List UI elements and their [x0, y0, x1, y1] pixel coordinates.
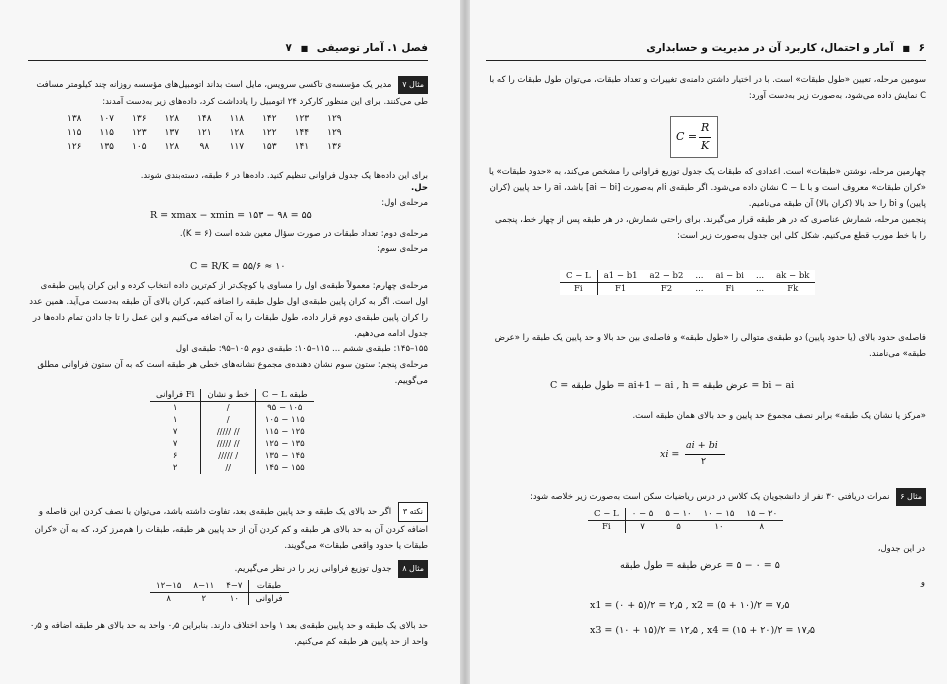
- table-header-cell: C − L طبقه: [256, 389, 314, 402]
- table-row: [150, 414, 314, 426]
- step2-text: مرحله‌ی دوم: تعداد طبقات در صورت سؤال معین شده است (۶ = K).: [179, 229, 428, 239]
- table-header-cell: خط و نشان: [201, 389, 256, 402]
- frequency-table: [150, 389, 314, 474]
- formula-x: [660, 440, 730, 470]
- table-cell: ai − bi: [710, 270, 750, 283]
- step3-formula: C = R/K = ۵۵/۶ ≈ ۱۰: [190, 261, 286, 272]
- step1-formula: R = xmax − xmin = ۱۵۳ − ۹۸ = ۵۵: [150, 210, 312, 221]
- table-cell: a1 − b1: [597, 270, 643, 283]
- table-cell: ۱۲−۱۵: [150, 580, 187, 593]
- formula-c-den: K: [701, 139, 710, 152]
- example7-tag: مثال ۷: [398, 76, 428, 94]
- table-cell: ۴−۷: [220, 580, 249, 593]
- table-cell: ۶: [172, 451, 178, 461]
- example6-and: و: [920, 578, 925, 588]
- formula-c-lhs: C =: [676, 130, 698, 143]
- table-cell: ۸: [166, 594, 171, 604]
- data-cell: ۱۲۹: [327, 114, 342, 124]
- table-row: [588, 521, 783, 534]
- table-row: [150, 580, 289, 593]
- table-header-row: [150, 389, 314, 402]
- book-gutter: [460, 0, 470, 684]
- data-cell: ۱۳۶: [132, 114, 147, 124]
- step1-label: مرحله‌ی اول:: [381, 198, 428, 208]
- table-cell: a2 − b2: [644, 270, 690, 283]
- table-cell: ۱۰ − ۱۵: [698, 508, 741, 521]
- raw-data-table: [58, 112, 351, 154]
- example6-text: نمرات دریافتی ۳۰ نفر از دانشجویان یک کلاس در درس ریاضیات سکن است به‌صورت زیر خلاصه شود:: [530, 492, 890, 502]
- step3-label: مرحله‌ی سوم:: [377, 244, 428, 254]
- table-cell: C − L: [560, 270, 597, 283]
- data-cell: ۱۵۳: [262, 142, 277, 152]
- table-cell: ///// //: [201, 426, 256, 438]
- data-cell: ۱۲۳: [294, 114, 310, 124]
- table-row: [150, 450, 314, 462]
- width-length-formula: C = طول طبقه = ai+1 − ai , h = عرض طبقه = bi − ai: [550, 380, 795, 391]
- table-cell: ۷: [640, 522, 645, 532]
- table-cell: Fi: [588, 521, 625, 534]
- table-cell: ...: [695, 284, 704, 294]
- row-label-cell: طبقات: [249, 580, 289, 593]
- formula-x-lhs: xi =: [660, 449, 680, 460]
- data-cell: ۱۴۲: [262, 114, 277, 124]
- table-cell: Fk: [787, 284, 799, 294]
- table-cell: ak − bk: [770, 270, 815, 283]
- data-row: [58, 140, 351, 154]
- example6-tag: مثال ۶: [896, 488, 926, 506]
- table-cell: ۷: [172, 439, 178, 449]
- table-cell: ۹۵ − ۱۰۵: [256, 402, 314, 415]
- table-cell: /: [201, 414, 256, 426]
- table-cell: ///// /: [201, 450, 256, 462]
- example7-text: مدیر یک مؤسسه‌ی تاکسی سرویس، مایل است بداند اتومبیل‌های مؤسسه روزانه چند کیلومتر مسافت طی می‌کنند. برای این منظور کارکرد ۲۴ اتومبیل را یادداشت کرد، داده‌های زیر به‌دست آمدند:: [36, 80, 428, 107]
- para2: چهارمین مرحله، نوشتن «طبقات» است. اعدادی که طبقات یک جدول توزیع فراوانی را مشخص می‌کند، به «حدود طبقات» یا «کران طبقات» معروف است و با C − L نشان داده می‌شود. اگر طبقه‌ی iام به‌صورت [ai − bi] باشد، ai را حد پایین (کران پایین) و bi را حد بالا (کران بالا) آن طبقه می‌نامیم.: [488, 167, 926, 209]
- table-cell: Fi: [725, 284, 735, 294]
- formula-c-box: [670, 116, 718, 158]
- data-row: [58, 112, 351, 126]
- data-cell: ۱۳۸: [67, 114, 82, 124]
- table-cell: ۸: [759, 522, 765, 532]
- data-cell: ۹۸: [199, 142, 210, 152]
- table-cell: ۱۰۵ − ۱۱۵: [256, 414, 314, 426]
- data-cell: ۱۴۱: [294, 142, 310, 152]
- example6-intro: [488, 488, 926, 506]
- table-cell: F2: [660, 284, 673, 294]
- solution-label: حل.: [411, 183, 428, 193]
- data-cell: ۱۲۶: [67, 142, 82, 152]
- data-cell: ۱۳۷: [164, 128, 180, 138]
- data-cell: ۱۳۵: [99, 142, 115, 152]
- data-cell: ۱۱۷: [229, 142, 245, 152]
- table-header-cell: فراوانی Fi: [150, 389, 201, 402]
- square-icon: ■: [300, 44, 309, 53]
- para5: «مرکز یا نشان یک طبقه» برابر نصف مجموع حد پایین و حد بالای همان طبقه است.: [632, 411, 926, 421]
- right-page-number: ۶: [918, 42, 925, 54]
- table-cell: ۱۳۵ − ۱۴۵: [256, 450, 314, 462]
- data-cell: ۱۲۲: [262, 128, 277, 138]
- fraction-bar: [699, 137, 711, 138]
- formula-x-den: ۲: [701, 456, 707, 467]
- table-cell: ۱۰: [229, 594, 239, 604]
- example6-line1: ۵ = ۰ − ۵ = عرض طبقه = طول طبقه: [620, 560, 780, 571]
- table-cell: ۱۴۵ − ۱۵۵: [256, 462, 314, 474]
- right-page: [470, 0, 947, 684]
- example6-x3-x4: x3 = (۱۰ + ۱۵)/۲ = ۱۲٫۵ , x4 = (۱۵ + ۲۰)/۲ = ۱۷٫۵: [590, 625, 815, 636]
- step5-text: مرحله‌ی پنجم: ستون سوم نشان دهنده‌ی مجموع نشانه‌های خطی هر طبقه است که به آن ستون فراوانی مطلق می‌گوییم.: [37, 360, 428, 386]
- table-cell: ۵: [676, 522, 681, 532]
- table-row: [560, 283, 815, 296]
- step4-text: مرحله‌ی چهارم: معمولاً طبقه‌ی اول را مساوی یا کوچک‌تر از کم‌ترین داده انتخاب کرده و این کران پایین طبقه‌ی اول است. اگر به کران پایین طبقه‌ی اول طول طبقه را اضافه کنیم، کران بالای آن طبقه به‌دست می‌آید. همین عدد را کران پایین طبقه‌ی دوم قرار داده، طول طبقات را به آن اضافه می‌کنیم و این عمل را تا جا دادن تمام داده‌ها در جدول ادامه می‌دهیم.: [29, 281, 428, 339]
- general-frequency-table: [560, 270, 815, 295]
- formula-x-num: ai + bi: [686, 440, 718, 451]
- data-cell: ۱۱۵: [67, 128, 82, 138]
- para1: سومین مرحله، تعیین «طول طبقات» است. با در اختیار داشتن دامنه‌ی تغییرات و تعداد طبقات، می‌توان طول طبقات را که با C نمایش داده می‌شود، به‌صورت زیر به‌دست آورد:: [489, 75, 926, 101]
- para4: فاصله‌ی حدود بالای (یا حدود پایین) دو طبقه‌ی متوالی را «طول طبقه» و فاصله‌ی بین حد بالا و حد پایین یک طبقه را «عرض طبقه» می‌نامند.: [494, 333, 926, 359]
- table-cell: ۱۱۵ − ۱۲۵: [256, 426, 314, 438]
- table-cell: ۱: [172, 415, 178, 425]
- data-cell: ۱۲۹: [327, 128, 342, 138]
- example6-table: [588, 508, 783, 533]
- table-cell: ۱: [172, 403, 178, 413]
- table-cell: ///// //: [201, 438, 256, 450]
- data-cell: ۱۴۴: [294, 128, 310, 138]
- data-cell: ۱۳۶: [327, 142, 342, 152]
- table-cell: ۱۵ − ۲۰: [740, 508, 783, 521]
- header-rule: [486, 60, 926, 61]
- data-cell: ۱۱۵: [99, 128, 115, 138]
- table-cell: ۲: [172, 463, 178, 473]
- table-row: [150, 462, 314, 474]
- table-cell: ...: [689, 270, 709, 283]
- table-row: [588, 508, 783, 521]
- data-cell: ۱۲۸: [164, 142, 180, 152]
- classes-line: ۱۵۵–۱۴۵: طبقه‌ی ششم ... ۱۱۵–۱۰۵: طبقه‌ی دوم ۱۰۵–۹۵: طبقه‌ی اول: [175, 344, 428, 354]
- data-cell: ۱۱۸: [229, 114, 245, 124]
- para3: پنجمین مرحله، شمارش عناصری که در هر طبقه قرار می‌گیرند. برای راحتی شمارش، در هر طبقه پس از چهار خط، پنجمی را با خط مورب قطع می‌کنیم. شکل کلی این جدول به‌صورت زیر است:: [494, 215, 926, 241]
- square-icon: ■: [902, 44, 910, 53]
- note3-text: اگر حد بالای یک طبقه و حد پایین طبقه‌ی بعد، تفاوت داشته باشد، می‌توان با نصف کردن این فاصله و اضافه کردن آن به حد بالای هر طبقه و کم کردن آن از حد پایین هر طبقه، طبقات را هم‌مرز کرد، که به آن «کران طبقات یا حدود واقعی طبقات» می‌گویند.: [34, 507, 428, 551]
- data-cell: ۱۲۸: [229, 128, 245, 138]
- row-label-cell: فراوانی: [249, 593, 289, 606]
- left-page: [0, 0, 460, 684]
- example8-table: [150, 580, 289, 605]
- table-cell: ۲: [201, 594, 207, 604]
- data-cell: ۱۲۸: [164, 114, 180, 124]
- table-cell: ۱۲۵ − ۱۳۵: [256, 438, 314, 450]
- table-cell: Fi: [560, 283, 597, 296]
- example8-after-text: حد بالای یک طبقه و حد پایین طبقه‌ی بعد ۱ واحد اختلاف دارند. بنابراین ۰٫۵ واحد به حد بالای هر طبقه اضافه و ۰٫۵ واحد از حد پایین هر طبقه کم می‌کنیم.: [29, 621, 428, 647]
- right-header-title: آمار و احتمال، کاربرد آن در مدیریت و حسابداری: [646, 42, 894, 54]
- example8-tag: مثال ۸: [398, 560, 428, 578]
- data-cell: ۱۲۳: [132, 128, 147, 138]
- left-page-header: [286, 42, 429, 54]
- table-cell: ۵ − ۱۰: [659, 508, 697, 521]
- table-cell: ...: [756, 284, 765, 294]
- table-row: [560, 270, 815, 283]
- example8-text: جدول توزیع فراوانی زیر را در نظر می‌گیریم.: [234, 564, 392, 574]
- right-page-header: [646, 42, 925, 54]
- table-cell: ۱۰: [714, 522, 724, 532]
- table-cell: /: [201, 402, 256, 415]
- example7-instruction: برای این داده‌ها یک جدول فراوانی تنظیم کنید. داده‌ها در ۶ طبقه، دسته‌بندی شوند.: [140, 171, 428, 181]
- table-cell: F1: [614, 284, 627, 294]
- table-row: [150, 402, 314, 415]
- header-rule: [28, 60, 428, 61]
- note3-tag: نکته ۳: [398, 502, 428, 522]
- table-cell: ۷: [172, 427, 178, 437]
- data-row: [58, 126, 351, 140]
- table-cell: C − L: [588, 508, 625, 521]
- left-header-title: فصل ۱. آمار توصیفی: [316, 42, 428, 54]
- example6-x1-x2: x1 = (۰ + ۵)/۲ = ۲٫۵ , x2 = (۵ + ۱۰)/۲ = ۷٫۵: [590, 600, 790, 611]
- formula-c-num: R: [701, 121, 710, 134]
- example6-in-table: در این جدول،: [877, 544, 925, 554]
- data-cell: ۱۲۱: [197, 128, 212, 138]
- table-row: [150, 593, 289, 606]
- table-cell: ...: [750, 270, 770, 283]
- data-cell: ۱۰۵: [132, 142, 147, 152]
- data-cell: ۱۴۸: [197, 114, 212, 124]
- example8-intro: [28, 560, 428, 578]
- table-row: [150, 426, 314, 438]
- data-cell: ۱۰۷: [99, 114, 115, 124]
- table-cell: //: [201, 462, 256, 474]
- note3: [28, 502, 428, 554]
- left-page-number: ۷: [285, 42, 292, 54]
- fraction-bar: [685, 454, 725, 455]
- table-row: [150, 438, 314, 450]
- example7-intro: [28, 76, 428, 110]
- table-cell: ۸−۱۱: [187, 580, 220, 593]
- table-cell: ۰ − ۵: [625, 508, 659, 521]
